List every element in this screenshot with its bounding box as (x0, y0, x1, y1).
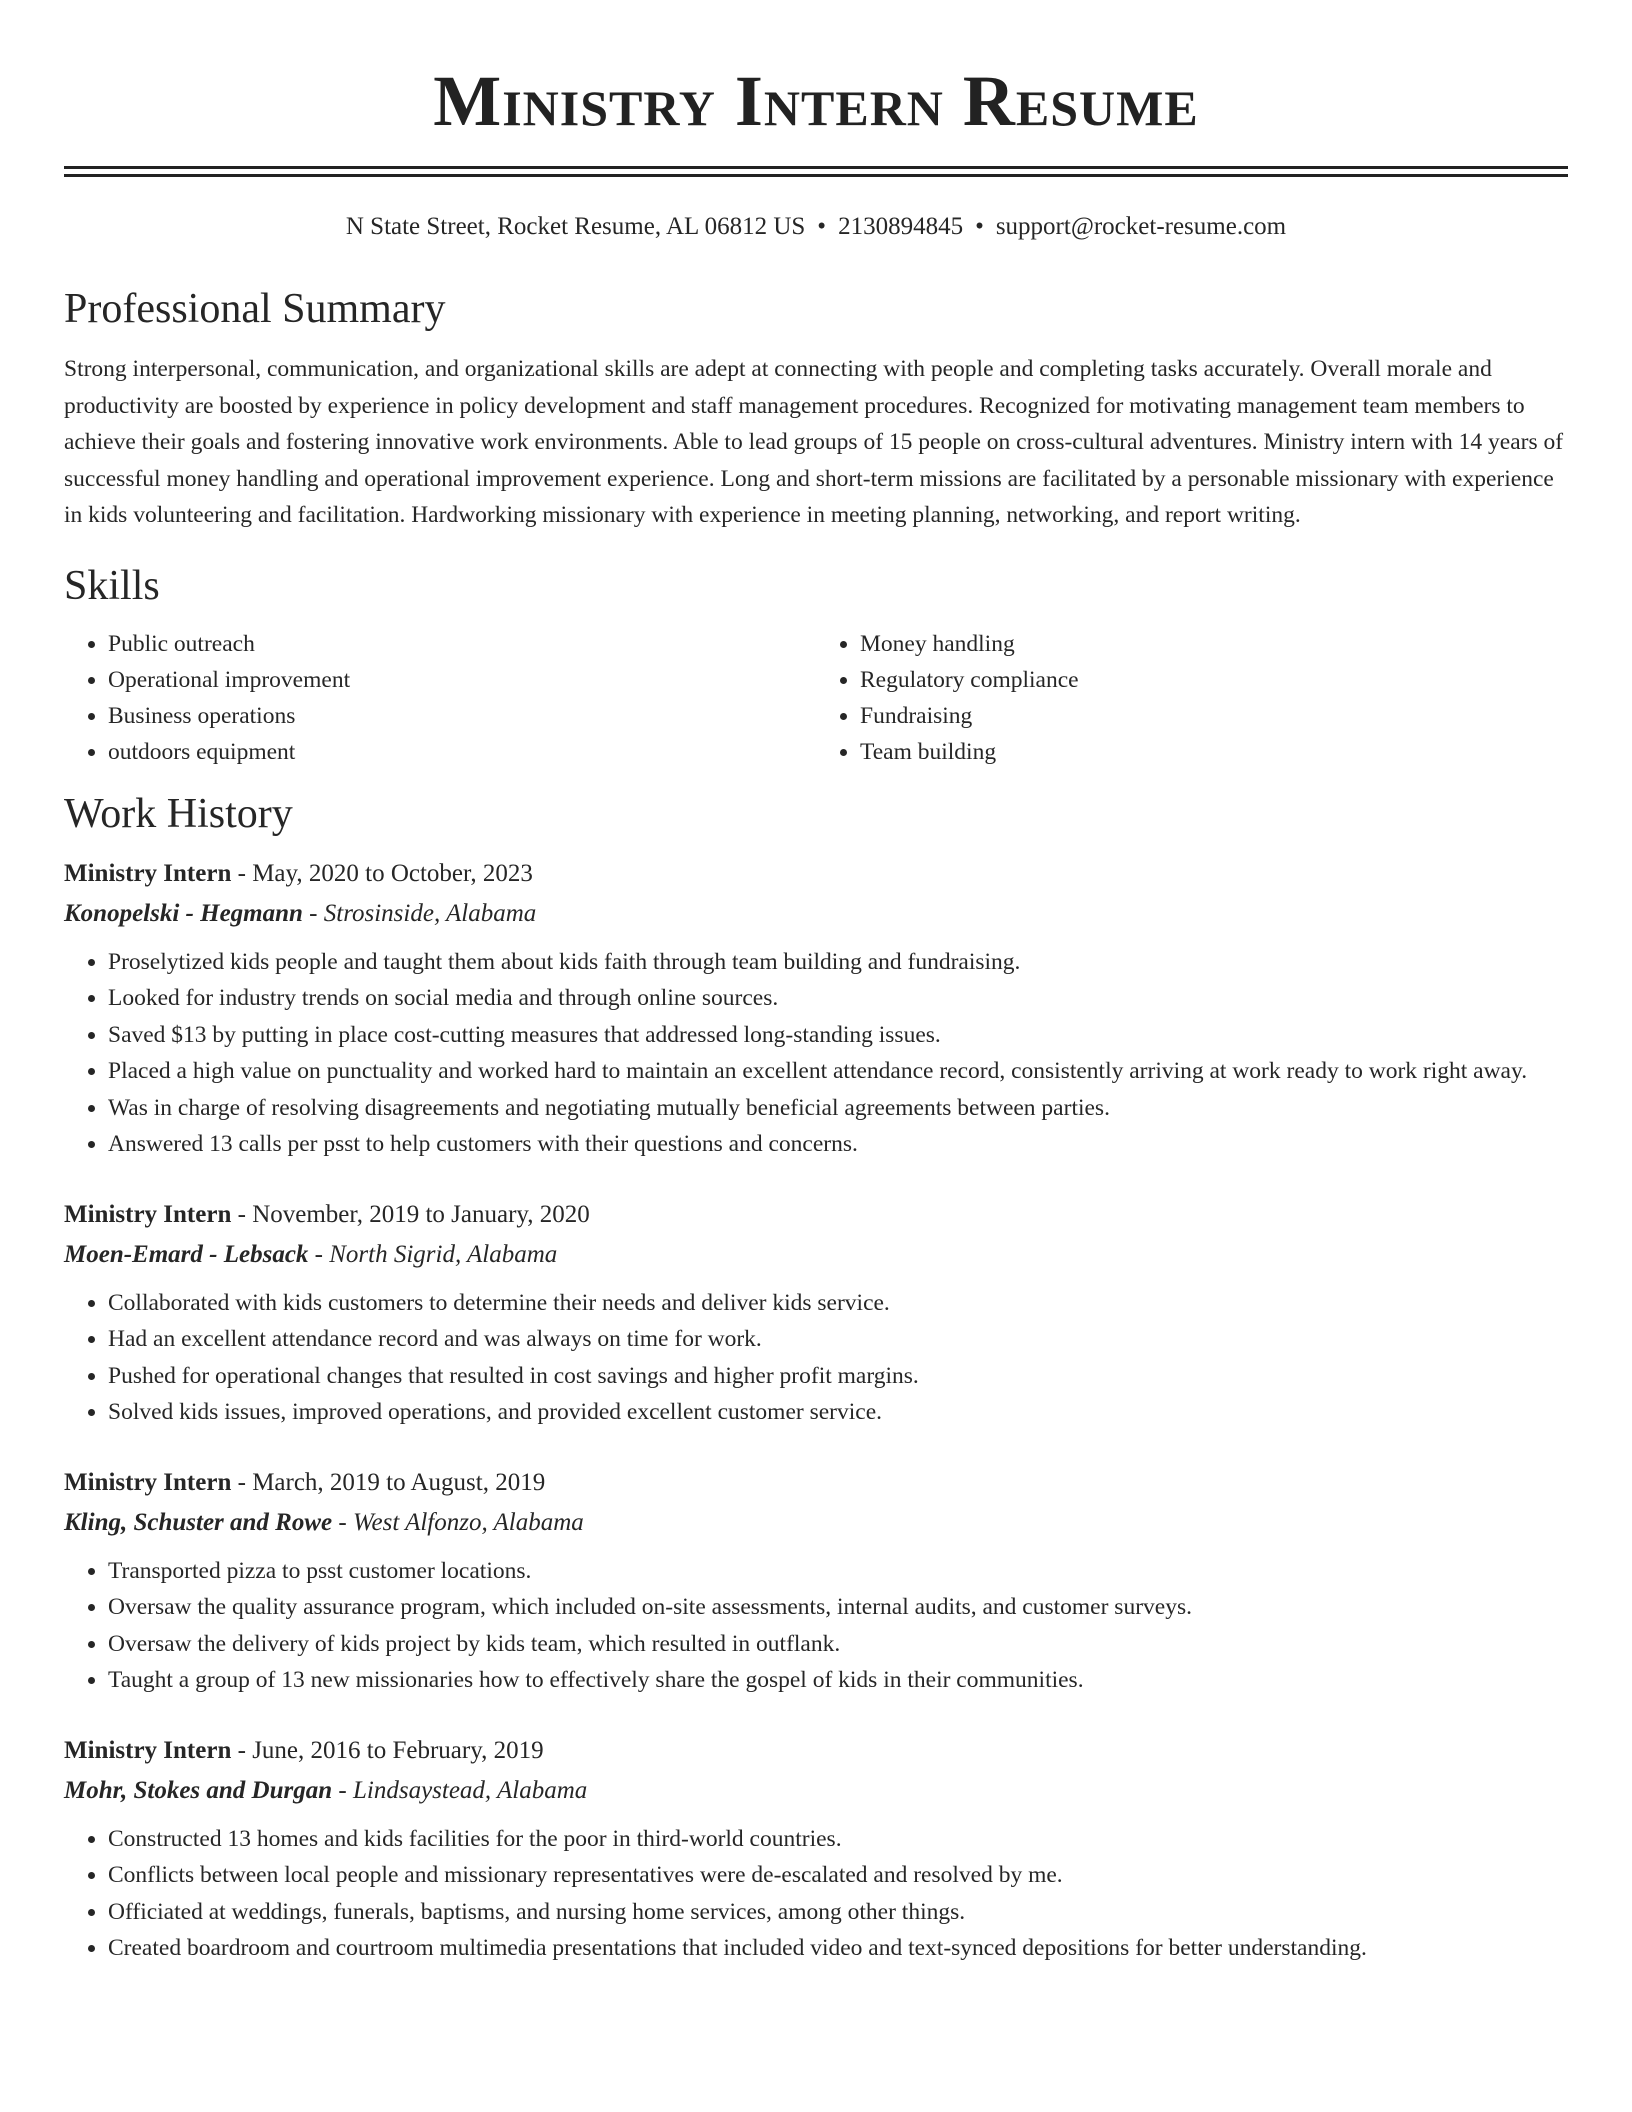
job-duty-item: • Answered 13 calls per psst to help customers with their questions and concerns. (108, 1126, 1568, 1163)
job-duty-item: • Placed a high value on punctuality and worked hard to maintain an excellent attendance record, consistently arriving at work ready to work right away. (108, 1053, 1568, 1090)
job-dash: - (237, 1200, 246, 1228)
job-entry (64, 1731, 1568, 1967)
company-location: Strosinside, Alabama (323, 899, 537, 927)
page-title: Ministry Intern Resume (433, 61, 1199, 141)
skills-column-right (816, 626, 1568, 770)
work-history-heading: Work History (64, 790, 293, 837)
job-duty-item: • Had an excellent attendance record and was always on time for work. (108, 1321, 1568, 1358)
skills-list (64, 626, 1568, 770)
company-location: West Alfonzo, Alabama (352, 1508, 584, 1536)
job-title: Ministry Intern (64, 1200, 232, 1228)
company-name: Kling, Schuster and Rowe (64, 1508, 333, 1536)
job-duty-item: • Proselytized kids people and taught them about kids faith through team building and fundraising. (108, 944, 1568, 981)
job-entry (64, 854, 1568, 1163)
company-line (64, 894, 1568, 934)
summary-text: Strong interpersonal, communication, and organizational skills are adept at connecting with people and completing tasks accurately. Overall morale and productivity are boosted by experience in policy development and staff management procedures. Recognized for motivating management team members to achieve their goals and fostering innovative work environments. Able to lead groups of 15 people on cross-cultural adventures. Ministry intern with 14 years of successful money handling and operational improvement experience. Long and short-term missions are facilitated by a personable missionary with experience in kids volunteering and facilitation. Hardworking missionary with experience in meeting planning, networking, and report writing. (64, 356, 1564, 528)
job-title-line (64, 1195, 1568, 1235)
job-duties-list (64, 1285, 1568, 1431)
job-dates: November, 2019 to January, 2020 (252, 1200, 590, 1228)
contact-address: N State Street, Rocket Resume, AL 06812 US (345, 213, 806, 240)
job-duty-item: • Was in charge of resolving disagreements and negotiating mutually beneficial agreements between parties. (108, 1090, 1568, 1127)
job-dash: - (237, 859, 246, 887)
job-duty-item: • Pushed for operational changes that resulted in cost savings and higher profit margins. (108, 1358, 1568, 1395)
job-duty-item: • Solved kids issues, improved operations, and provided excellent customer service. (108, 1394, 1568, 1431)
contact-email: support@rocket-resume.com (995, 213, 1287, 240)
company-dash: - (314, 1240, 323, 1268)
summary-heading: Professional Summary (64, 286, 446, 332)
company-dash: - (338, 1776, 347, 1804)
skill-item: • Operational improvement (108, 662, 816, 698)
title-double-rule (64, 166, 1568, 177)
job-duty-item: • Constructed 13 homes and kids facilities for the poor in third-world countries. (108, 1821, 1568, 1858)
job-duty-item: • Saved $13 by putting in place cost-cutting measures that addressed long-standing issues. (108, 1017, 1568, 1054)
job-duty-item: • Oversaw the delivery of kids project by kids team, which resulted in outflank. (108, 1626, 1568, 1663)
job-dash: - (237, 1468, 246, 1496)
company-location: North Sigrid, Alabama (329, 1240, 558, 1268)
job-title-line (64, 1463, 1568, 1503)
skill-item: • Fundraising (860, 698, 1568, 734)
skills-heading: Skills (64, 562, 160, 609)
job-dates: May, 2020 to October, 2023 (252, 859, 533, 887)
job-duty-item: • Collaborated with kids customers to determine their needs and deliver kids service. (108, 1285, 1568, 1322)
company-name: Moen-Emard - Lebsack (64, 1240, 309, 1268)
company-dash: - (309, 899, 318, 927)
contact-separator: • (975, 213, 984, 240)
job-dates: June, 2016 to February, 2019 (252, 1736, 544, 1764)
job-duties-list (64, 1553, 1568, 1699)
company-line (64, 1771, 1568, 1811)
job-title: Ministry Intern (64, 859, 232, 887)
job-duties-list (64, 944, 1568, 1163)
contact-phone: 2130894845 (838, 213, 964, 240)
job-duty-item: • Created boardroom and courtroom multimedia presentations that included video and text-synced depositions for better understanding. (108, 1930, 1568, 1967)
job-duty-item: • Transported pizza to psst customer locations. (108, 1553, 1568, 1590)
contact-separator: • (817, 213, 827, 240)
contact-line (64, 211, 1568, 243)
company-name: Mohr, Stokes and Durgan (64, 1776, 333, 1804)
job-duty-item: • Officiated at weddings, funerals, baptisms, and nursing home services, among other things. (108, 1894, 1568, 1931)
job-duty-item: • Looked for industry trends on social media and through online sources. (108, 980, 1568, 1017)
skill-item: • Team building (860, 734, 1568, 770)
skill-item: • Public outreach (108, 626, 816, 662)
skills-column-left (64, 626, 816, 770)
job-dash: - (237, 1736, 246, 1764)
company-line (64, 1235, 1568, 1275)
work-history-list (64, 854, 1568, 1967)
job-title: Ministry Intern (64, 1736, 232, 1764)
job-title: Ministry Intern (64, 1468, 232, 1496)
company-name: Konopelski - Hegmann (64, 899, 303, 927)
job-title-line (64, 1731, 1568, 1771)
company-location: Lindsaystead, Alabama (352, 1776, 588, 1804)
job-duty-item: • Taught a group of 13 new missionaries how to effectively share the gospel of kids in their communities. (108, 1662, 1568, 1699)
company-line (64, 1503, 1568, 1543)
job-title-line (64, 854, 1568, 894)
skill-item: • Regulatory compliance (860, 662, 1568, 698)
job-duty-item: • Conflicts between local people and missionary representatives were de-escalated and resolved by me. (108, 1857, 1568, 1894)
job-duties-list (64, 1821, 1568, 1967)
job-entry (64, 1463, 1568, 1699)
skill-item: • Business operations (108, 698, 816, 734)
skill-item: • outdoors equipment (108, 734, 816, 770)
company-dash: - (338, 1508, 347, 1536)
job-duty-item: • Oversaw the quality assurance program, which included on-site assessments, internal audits, and customer surveys. (108, 1589, 1568, 1626)
skill-item: • Money handling (860, 626, 1568, 662)
job-dates: March, 2019 to August, 2019 (252, 1468, 546, 1496)
job-entry (64, 1195, 1568, 1431)
